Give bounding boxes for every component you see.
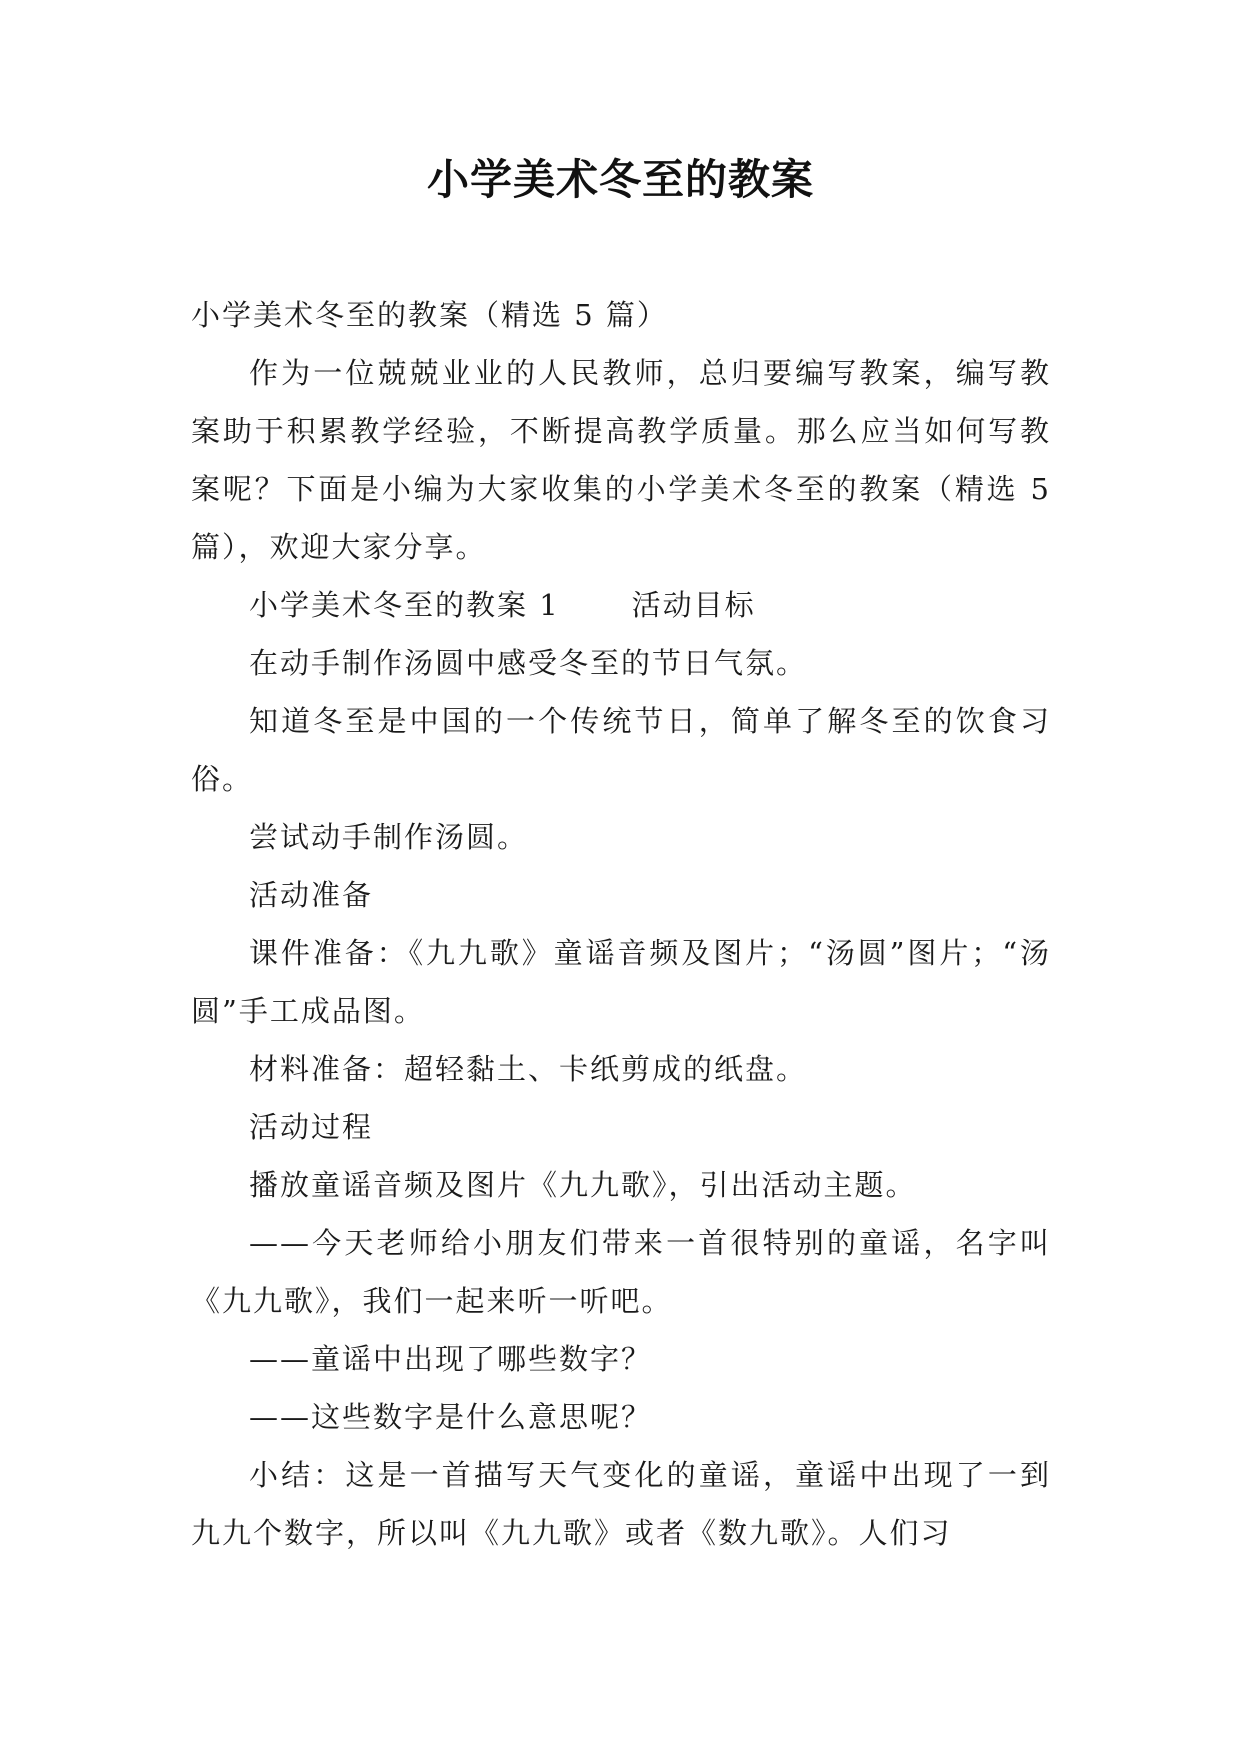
lesson-heading-line [191, 576, 1051, 634]
lesson-heading: 小学美术冬至的教案 1 [249, 588, 560, 622]
document-body [191, 286, 1051, 1562]
section-heading-process: 活动过程 [249, 1110, 374, 1144]
process-item: 播放童谣音频及图片《九九歌》，引出活动主题。 [249, 1168, 917, 1202]
subtitle-paragraph: 小学美术冬至的教案（精选 5 篇） [191, 298, 668, 332]
process-item: ——童谣中出现了哪些数字？ [249, 1342, 653, 1376]
section-heading-preparation: 活动准备 [249, 878, 374, 912]
summary-paragraph: 小结：这是一首描写天气变化的童谣，童谣中出现了一到九九个数字，所以叫《九九歌》或者《数九歌》。人们习 [191, 1458, 1051, 1550]
goal-item: 在动手制作汤圆中感受冬至的节日气氛。 [249, 646, 808, 680]
process-item: ——这些数字是什么意思呢？ [249, 1400, 653, 1434]
document-title: 小学美术冬至的教案 [426, 155, 814, 204]
goal-item: 尝试动手制作汤圆。 [249, 820, 529, 854]
goal-item: 知道冬至是中国的一个传统节日，简单了解冬至的饮食习俗。 [191, 704, 1051, 796]
intro-paragraph: 作为一位兢兢业业的人民教师，总归要编写教案，编写教案助于积累教学经验，不断提高教学质量。那么应当如何写教案呢？下面是小编为大家收集的小学美术冬至的教案（精选 5 篇），欢迎大家分享。 [191, 356, 1051, 564]
section-heading-goals: 活动目标 [631, 588, 756, 622]
preparation-item: 课件准备：《九九歌》童谣音频及图片；“汤圆”图片；“汤圆”手工成品图。 [191, 936, 1051, 1028]
process-item: ——今天老师给小朋友们带来一首很特别的童谣，名字叫《九九歌》，我们一起来听一听吧。 [191, 1226, 1051, 1318]
preparation-item: 材料准备：超轻黏土、卡纸剪成的纸盘。 [249, 1052, 808, 1086]
